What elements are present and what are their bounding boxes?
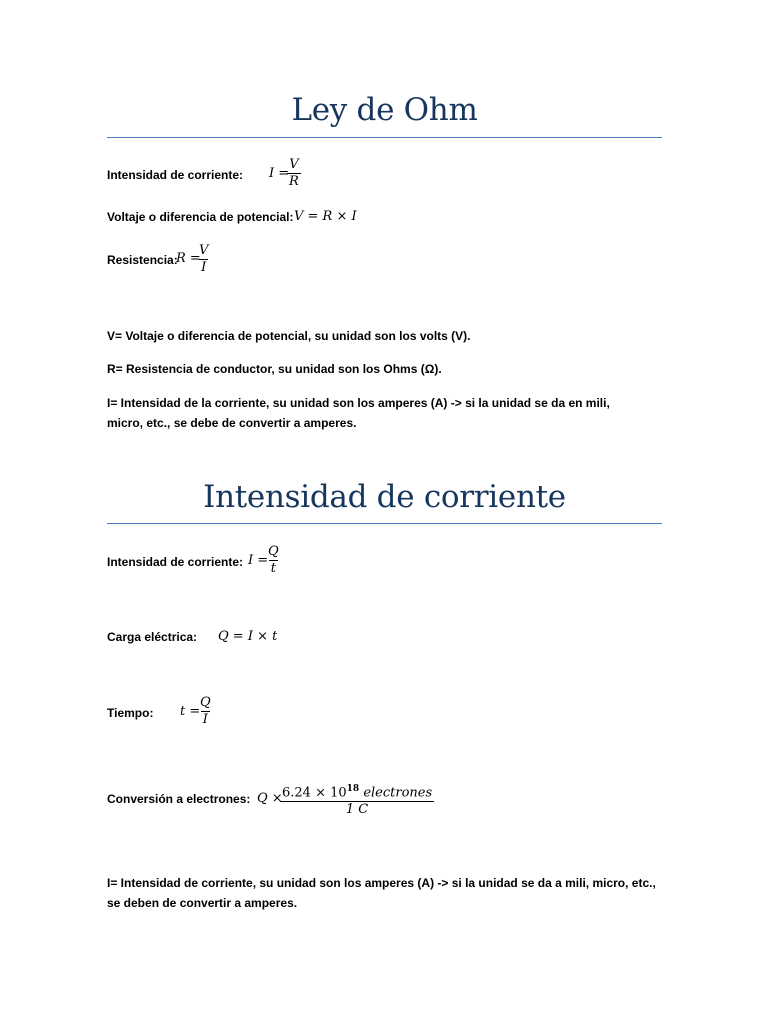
formula-lhs: Q × [257,791,283,806]
fraction-numerator: Q [268,544,279,559]
note-intensidad: I= Intensidad de corriente, su unidad son los amperes (A) -> si la unidad se da a mili, micro, etc., se deben de convertir a amperes. [107,876,656,910]
unit-electrones: electrones [363,785,433,801]
formula-lhs: R = [176,251,201,266]
formula-fraction [197,243,210,276]
fraction-denominator: I [202,712,208,727]
label-resistencia: Resistencia: [107,253,178,267]
label-voltaje: Voltaje o diferencia de potencial: [107,210,294,224]
formula-lhs: t = [180,704,201,719]
note-voltaje: V= Voltaje o diferencia de potencial, su unidad son los volts (V). [107,329,471,343]
formula-fraction [280,781,434,818]
note-intensidad: I= Intensidad de la corriente, su unidad son los amperes (A) -> si la unidad se da en mili, micro, etc., se debe de convertir a amperes. [107,396,610,430]
note-resistencia: R= Resistencia de conductor, su unidad son los Ohms (Ω). [107,362,442,376]
fraction-denominator: I [201,260,207,275]
fraction-denominator: R [289,174,299,189]
label-intensidad: Intensidad de corriente: [107,555,244,569]
fraction-denominator: t [270,561,276,576]
fraction-denominator: 1 C [280,801,434,818]
fraction-numerator: V [289,157,299,172]
formula-voltaje: V = R × I [294,209,357,224]
label-carga: Carga eléctrica: [107,630,198,644]
label-intensidad: Intensidad de corriente: [107,168,244,182]
fraction-numerator [280,781,434,801]
section-title-intensidad: Intensidad de corriente [203,479,566,515]
formula-fraction [266,544,281,577]
formula-carga: Q = I × t [218,629,278,644]
label-tiempo: Tiempo: [107,706,154,720]
fraction-numerator: V [199,243,209,258]
exponent: 18 [346,784,360,794]
label-conversion: Conversión a electrones: [107,792,251,806]
section-title-ley-de-ohm: Ley de Ohm [291,92,478,128]
fraction-numerator: Q [200,695,211,710]
formula-fraction [287,157,301,190]
formula-lhs: I = [269,166,290,181]
title-underline [107,137,662,138]
formula-lhs: I = [248,553,269,568]
mantissa: 6.24 × 10 [282,785,347,801]
title-underline [107,523,662,524]
formula-fraction [198,695,213,728]
